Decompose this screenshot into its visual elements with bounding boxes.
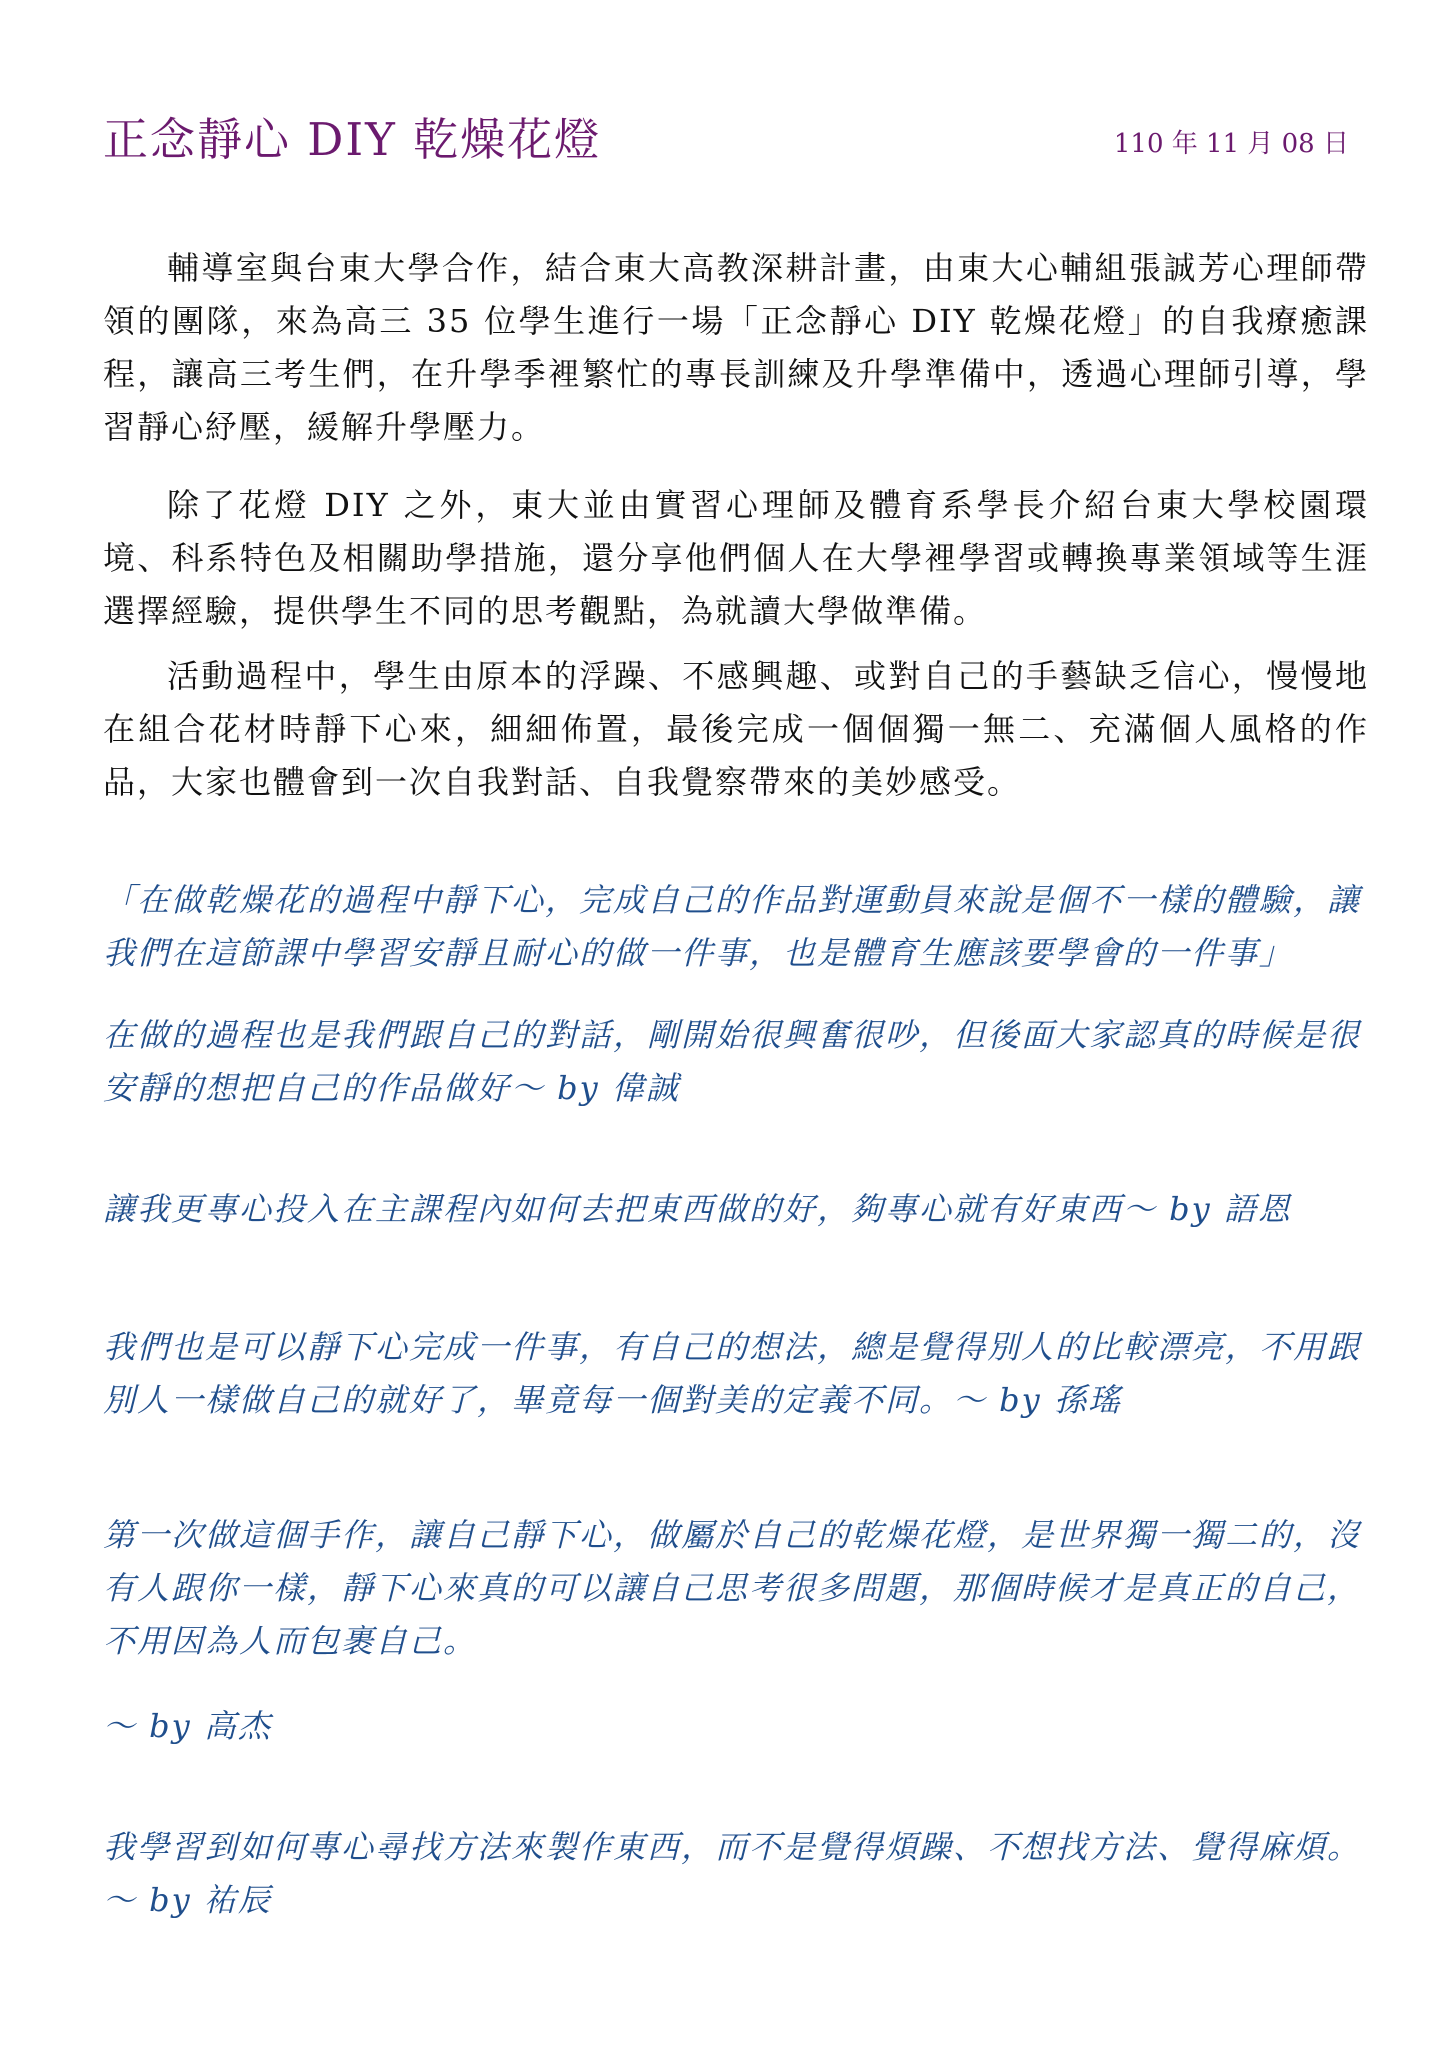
body-paragraph-2: 除了花燈 DIY 之外，東大並由實習心理師及體育系學長介紹台東大學校園環境、科系特色及相關助學措施，還分享他們個人在大學裡學習或轉換專業領域等生涯選擇經驗，提供學生不同的思考觀點，為就讀大學做準備。: [103, 486, 1369, 630]
student-quote-3: 讓我更專心投入在主課程內如何去把東西做的好，夠專心就有好東西～ by 語恩: [103, 1190, 1292, 1228]
student-quote-6: 我學習到如何專心尋找方法來製作東西，而不是覺得煩躁、不想找方法、覺得麻煩。～ by 祐辰: [103, 1828, 1362, 1919]
student-quote-1: 「在做乾燥花的過程中靜下心，完成自己的作品對運動員來說是個不一樣的體驗，讓我們在這節課中學習安靜且耐心的做一件事，也是體育生應該要學會的一件事」: [103, 881, 1362, 972]
document-date: 110 年 11 月 08 日: [1113, 129, 1349, 159]
student-quote-5: 第一次做這個手作，讓自己靜下心，做屬於自己的乾燥花燈，是世界獨一獨二的，沒有人跟你一樣，靜下心來真的可以讓自己思考很多問題，那個時候才是真正的自己，不用因為人而包裹自己。: [103, 1516, 1362, 1660]
student-quote-5-attribution: ～ by 高杰: [103, 1707, 272, 1745]
body-paragraph-1: 輔導室與台東大學合作，結合東大高教深耕計畫，由東大心輔組張誠芳心理師帶領的團隊，來為高三 35 位學生進行一場「正念靜心 DIY 乾燥花燈」的自我療癒課程，讓高三考生們，在升學季裡繁忙的專長訓練及升學準備中，透過心理師引導，學習靜心紓壓，緩解升學壓力。: [103, 249, 1369, 446]
student-quote-2: 在做的過程也是我們跟自己的對話，剛開始很興奮很吵，但後面大家認真的時候是很安靜的想把自己的作品做好～ by 偉誠: [103, 1016, 1362, 1107]
student-quote-4: 我們也是可以靜下心完成一件事，有自己的想法，總是覺得別人的比較漂亮，不用跟別人一樣做自己的就好了，畢竟每一個對美的定義不同。～ by 孫瑤: [103, 1328, 1362, 1419]
document-title: 正念靜心 DIY 乾燥花燈: [103, 113, 602, 166]
body-paragraph-3: 活動過程中，學生由原本的浮躁、不感興趣、或對自己的手藝缺乏信心，慢慢地在組合花材時靜下心來，細細佈置，最後完成一個個獨一無二、充滿個人風格的作品，大家也體會到一次自我對話、自我覺察帶來的美妙感受。: [103, 657, 1369, 801]
